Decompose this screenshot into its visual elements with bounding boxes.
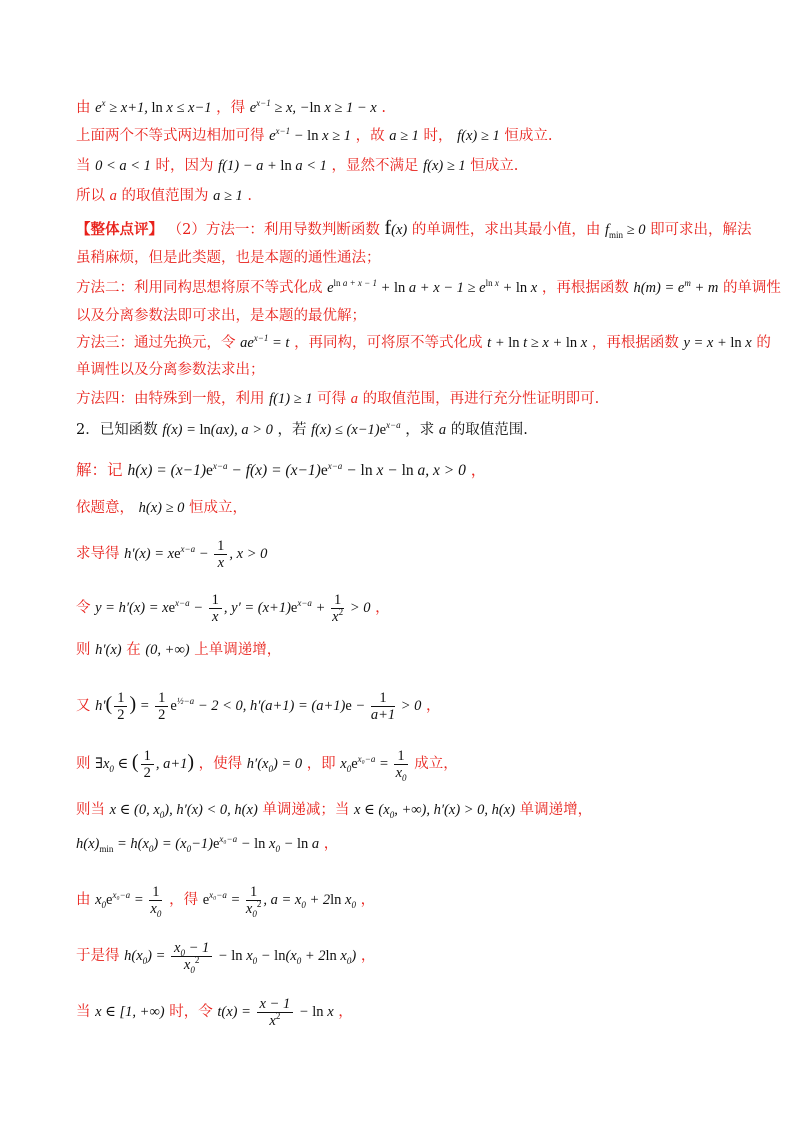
text-frag: 在 — [126, 642, 141, 658]
text-frag: 则当 — [76, 802, 105, 818]
solution-line-10 — [76, 884, 375, 917]
math-inline: a — [350, 391, 358, 407]
math-inline: $f(x) \le (x-1)e^{x-a}$ — [311, 420, 401, 438]
math-inline: $h(x)_{min} = h(x_0) = (x_0-1)e^{x_0-a} - \ln x_0 - \ln a$ — [76, 834, 320, 854]
text-line-3 — [76, 156, 518, 176]
text-frag: 所以 — [76, 188, 105, 204]
text-frag: 时，因为 — [155, 158, 214, 174]
text-line-1 — [76, 98, 386, 118]
math-inline: a — [438, 422, 447, 438]
text-frag: 恒成立. — [470, 158, 519, 174]
text-line-7 — [76, 278, 781, 298]
solution-line-3 — [76, 538, 267, 571]
text-frag: ， — [323, 836, 339, 852]
text-frag: 方法三：通过先换元，令 — [76, 335, 236, 351]
text-frag: ，再同构，可将原不等式化成 — [294, 335, 483, 351]
solution-line-2 — [76, 498, 247, 518]
text-frag: 的 — [756, 335, 771, 351]
math-inline: f(1) ≥ 1 — [269, 391, 313, 407]
text-frag: 方法二：利用同构思想将原不等式化成 — [76, 280, 323, 296]
text-frag: 上单调递增， — [194, 642, 282, 658]
math-inline: $h(m) = e^m + m$ — [633, 278, 719, 296]
text-frag: ，使得 — [198, 755, 243, 772]
text-frag: （2）方法一：利用导数判断函数 — [167, 222, 380, 238]
text-frag: ，显然不满足 — [331, 158, 419, 174]
math-inline: h(x) ≥ 0 — [138, 500, 185, 516]
math-inline: $e^{x-1} - \ln x \ge 1$ — [269, 126, 351, 144]
text-frag: ，求 — [405, 422, 435, 438]
text-frag: ， — [360, 891, 376, 908]
math-inline: $y = h'(x) = xe^{x-a}$ − $\frac{1}{x}$ , $y' = (x+1)e^{x-a}$ + $\frac{1}{x^2}$ > 0 — [95, 592, 371, 625]
text-frag: ，即 — [306, 755, 336, 772]
text-frag: 求导得 — [76, 545, 120, 562]
question-2 — [76, 420, 528, 440]
text-frag: 成立， — [414, 755, 458, 772]
text-frag: ， — [470, 461, 487, 479]
math-inline: h′(x) — [95, 642, 122, 658]
math-inline: $\exists x_0$ ∈ ( $\frac{1}{2}$ , a+1) — [95, 748, 195, 781]
question-number: 2．已知函数 — [76, 422, 158, 438]
solution-line-11 — [76, 940, 375, 973]
math-inline: f(x) ≥ 1 — [423, 158, 466, 174]
text-frag: ， — [426, 697, 441, 714]
text-frag: ，若 — [277, 422, 307, 438]
math-inline: $h(x) = (x-1)e^{x-a} - f(x) = (x-1)e^{x-a} - \ln x - \ln a$, x > 0 — [127, 460, 466, 479]
text-frag: 时， — [423, 128, 453, 144]
solution-line-12 — [76, 996, 353, 1029]
math-inline: a ≥ 1 — [213, 188, 243, 204]
math-inline: x ∈ (0, $x_0$), h′(x) < 0, h(x) — [109, 802, 258, 820]
text-line-2 — [76, 126, 552, 146]
math-inline: $e^{ln a + x - 1} + \ln a + x - 1 \ge e^{ln x} + \ln x$ — [327, 278, 538, 296]
solution-line-5 — [76, 640, 281, 660]
math-inline: $x_0e^{x_0-a}$ = $\frac{1}{x_0}$ — [340, 748, 407, 783]
text-frag: ，再根据函数 — [591, 335, 679, 351]
text-frag: ，得 — [169, 891, 199, 908]
math-inline: a ≥ 1 — [389, 128, 419, 144]
text-frag: ，再根据函数 — [541, 280, 629, 296]
text-frag: 又 — [76, 697, 91, 714]
solution-line-1 — [76, 460, 486, 481]
text-frag: . — [247, 188, 253, 204]
text-frag: 恒成立， — [189, 500, 248, 516]
solution-line-7 — [76, 748, 458, 781]
text-frag: 依题意， — [76, 500, 134, 516]
text-frag: 当 — [76, 1003, 91, 1020]
math-inline: $ae^{x-1} = t$ — [240, 333, 290, 351]
text-frag: 由 — [76, 891, 91, 908]
math-inline: $e^x \ge x+1$, ln x ≤ x−1 — [95, 98, 212, 116]
text-frag: ，得 — [216, 100, 246, 116]
solution-line-4 — [76, 592, 390, 625]
text-frag: 恒成立. — [504, 128, 553, 144]
math-inline: a — [109, 188, 117, 204]
text-frag: 的单调性 — [722, 280, 781, 296]
math-inline: $e^{x_0-a}$ = $\frac{1}{x_0^2}$ , $a = x_0 + 2\ln$ $x_0$ — [202, 884, 356, 919]
math-inline: f(x) ≥ 1 — [457, 128, 500, 144]
text-frag: 解：记 — [76, 461, 123, 479]
text-frag: ，故 — [355, 128, 385, 144]
math-inline: $h'(x) = xe^{x-a}$ − $\frac{1}{x}$ , x > 0 — [124, 538, 268, 571]
text-frag: ， — [338, 1003, 353, 1020]
math-inline: t + ln t ≥ x + ln x — [487, 335, 588, 351]
text-frag: 令 — [76, 599, 91, 616]
text-frag: 则 — [76, 755, 91, 772]
text-line-5 — [76, 218, 752, 240]
math-inline: f(x) = ln(ax), a > 0 — [162, 422, 273, 438]
text-line-9 — [76, 333, 771, 353]
math-inline: x ∈ [1, +∞) — [95, 1003, 165, 1020]
math-inline: x ∈ ($x_0$, +∞), h′(x) > 0, h(x) — [354, 802, 516, 820]
solution-line-8 — [76, 800, 592, 820]
math-inline: $h(x_0)$ = $\frac{x_0 - 1}{x_0^2}$ − $\ln x_0 - \ln(x_0 + 2\ln$ $x_0$) — [124, 940, 357, 975]
text-frag: 时，令 — [169, 1003, 213, 1020]
math-inline: $h'(x_0) = 0$ — [246, 755, 303, 774]
text-frag: 的单调性，求出其最小值，由 — [411, 222, 601, 238]
text-frag: 上面两个不等式两边相加可得 — [76, 128, 265, 144]
math-inline: 0 < a < 1 — [95, 158, 151, 174]
text-frag: . — [381, 100, 386, 116]
text-frag: 方法四：由特殊到一般，利用 — [76, 391, 265, 407]
text-line-11 — [76, 389, 599, 409]
text-frag: 于是得 — [76, 947, 120, 964]
text-frag: 当 — [76, 158, 91, 174]
math-inline: f(1) − a + ln a < 1 — [218, 158, 327, 174]
math-inline: t(x) = $\frac{x - 1}{x^2}$ − ln x — [217, 996, 334, 1029]
text-frag: 的取值范围. — [450, 422, 528, 438]
comment-heading: 【整体点评】 — [76, 221, 163, 238]
text-frag: 单调递减；当 — [262, 802, 350, 818]
math-inline: $e^{x-1} \ge x$, −ln x ≥ 1 − x — [249, 98, 377, 116]
text-frag: ， — [375, 599, 390, 616]
math-inline: $f_{min} \ge 0$ — [604, 222, 646, 240]
math-inline: $x_0e^{x_0-a}$ = $\frac{1}{x_0}$ — [95, 884, 162, 919]
text-frag: 则 — [76, 642, 91, 658]
text-line-10: 单调性以及分离参数法求出； — [76, 362, 265, 378]
text-frag: 的取值范围，再进行充分性证明即可. — [362, 391, 600, 407]
solution-line-6 — [76, 690, 441, 723]
text-frag: 即可求出，解法 — [650, 222, 752, 238]
math-inline: f(x) — [384, 217, 408, 239]
text-line-4 — [76, 186, 252, 206]
text-frag: 由 — [76, 100, 91, 116]
text-frag: 的取值范围为 — [121, 188, 209, 204]
math-inline: h′( $\frac{1}{2}$ ) = $\frac{1}{2}$ $e^{\frac{1}{2}-a} - 2 < 0$, h′(a+1) = (a+1)e − $\frac{1}{a+1}$ > 0 — [95, 690, 422, 723]
text-frag: 单调递增， — [519, 802, 593, 818]
math-inline: (0, +∞) — [145, 642, 190, 658]
text-line-6: 虽稍麻烦，但是此类题，也是本题的通性通法； — [76, 250, 381, 266]
math-inline: y = x + ln x — [683, 335, 752, 351]
text-frag: 可得 — [317, 391, 347, 407]
text-line-8: 以及分离参数法即可求出，是本题的最优解； — [76, 308, 366, 324]
solution-line-9 — [76, 834, 338, 854]
text-frag: ， — [360, 947, 376, 964]
